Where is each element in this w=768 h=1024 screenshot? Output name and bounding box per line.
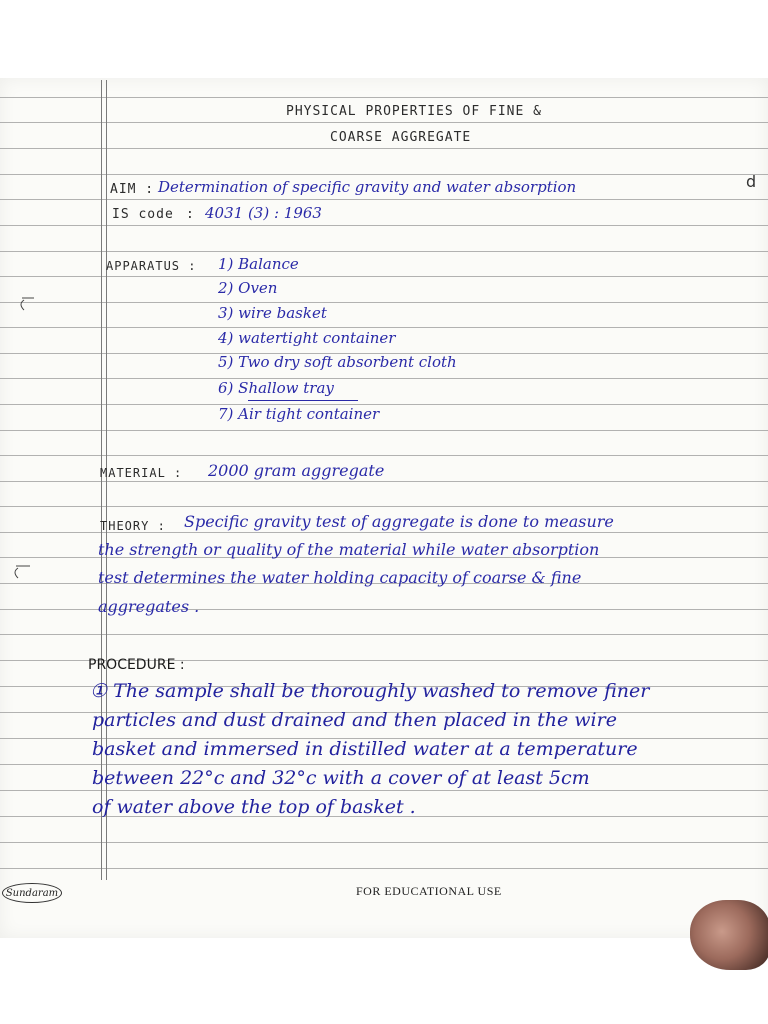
ruled-line — [0, 506, 768, 507]
ruled-line — [0, 455, 768, 456]
ruled-line — [0, 430, 768, 431]
apparatus-item: 6) Shallow tray — [218, 379, 334, 397]
aim-text: Determination of specific gravity and water absorption — [158, 178, 577, 196]
apparatus-item: 4) watertight container — [218, 329, 396, 347]
margin-scribble-icon — [16, 294, 38, 314]
footer-notice: FOR EDUCATIONAL USE — [356, 884, 502, 898]
apparatus-label: APPARATUS : — [106, 259, 197, 273]
material-text: 2000 gram aggregate — [208, 461, 385, 480]
ruled-line — [0, 276, 768, 277]
ruled-line — [0, 251, 768, 252]
ruled-line — [0, 148, 768, 149]
brand-logo: Sundaram — [2, 883, 62, 903]
procedure-line: ① The sample shall be thoroughly washed to remove finer — [90, 680, 650, 702]
apparatus-item: 3) wire basket — [218, 304, 327, 322]
procedure-line: basket and immersed in distilled water at a temperature — [92, 738, 638, 760]
is-code-label: IS code — [112, 207, 174, 222]
is-code-separator: : — [186, 207, 195, 222]
theory-line: test determines the water holding capacity of coarse & fine — [98, 568, 582, 587]
material-label: MATERIAL : — [100, 466, 183, 480]
ruled-line — [0, 790, 768, 791]
procedure-line: particles and dust drained and then placed in the wire — [92, 709, 617, 731]
ruled-line — [0, 199, 768, 200]
is-code-value: 4031 (3) : 1963 — [205, 204, 322, 222]
page-title-line2: COARSE AGGREGATE — [330, 130, 472, 145]
ruled-line — [0, 97, 768, 98]
apparatus-item: 1) Balance — [218, 255, 299, 273]
underline-mark — [248, 400, 358, 401]
ruled-line — [0, 868, 768, 869]
apparatus-item: 5) Two dry soft absorbent cloth — [218, 353, 457, 371]
ruled-line — [0, 764, 768, 765]
theory-label: THEORY : — [100, 519, 166, 533]
edge-letter: d — [746, 172, 757, 191]
procedure-label: PROCEDURE : — [88, 657, 185, 673]
ruled-line — [0, 327, 768, 328]
theory-line: aggregates . — [98, 597, 200, 616]
ruled-line — [0, 404, 768, 405]
theory-line: Specific gravity test of aggregate is done to measure — [184, 512, 614, 531]
aim-label: AIM : — [110, 182, 155, 197]
ruled-line — [0, 174, 768, 175]
procedure-line: of water above the top of basket . — [92, 796, 416, 818]
margin-line-left — [101, 80, 102, 880]
theory-line: the strength or quality of the material while water absorption — [98, 540, 600, 559]
margin-line-left-double — [106, 80, 107, 880]
ruled-line — [0, 634, 768, 635]
thumb-photo-artifact — [690, 900, 768, 970]
ruled-line — [0, 842, 768, 843]
margin-scribble-icon — [6, 562, 32, 582]
ruled-line — [0, 225, 768, 226]
ruled-line — [0, 378, 768, 379]
apparatus-item: 2) Oven — [218, 279, 278, 297]
procedure-line: between 22°c and 32°c with a cover of at least 5cm — [92, 767, 590, 789]
page-title-line1: PHYSICAL PROPERTIES OF FINE & — [286, 104, 542, 119]
apparatus-item: 7) Air tight container — [218, 405, 380, 423]
ruled-line — [0, 481, 768, 482]
ruled-line — [0, 302, 768, 303]
ruled-line — [0, 122, 768, 123]
